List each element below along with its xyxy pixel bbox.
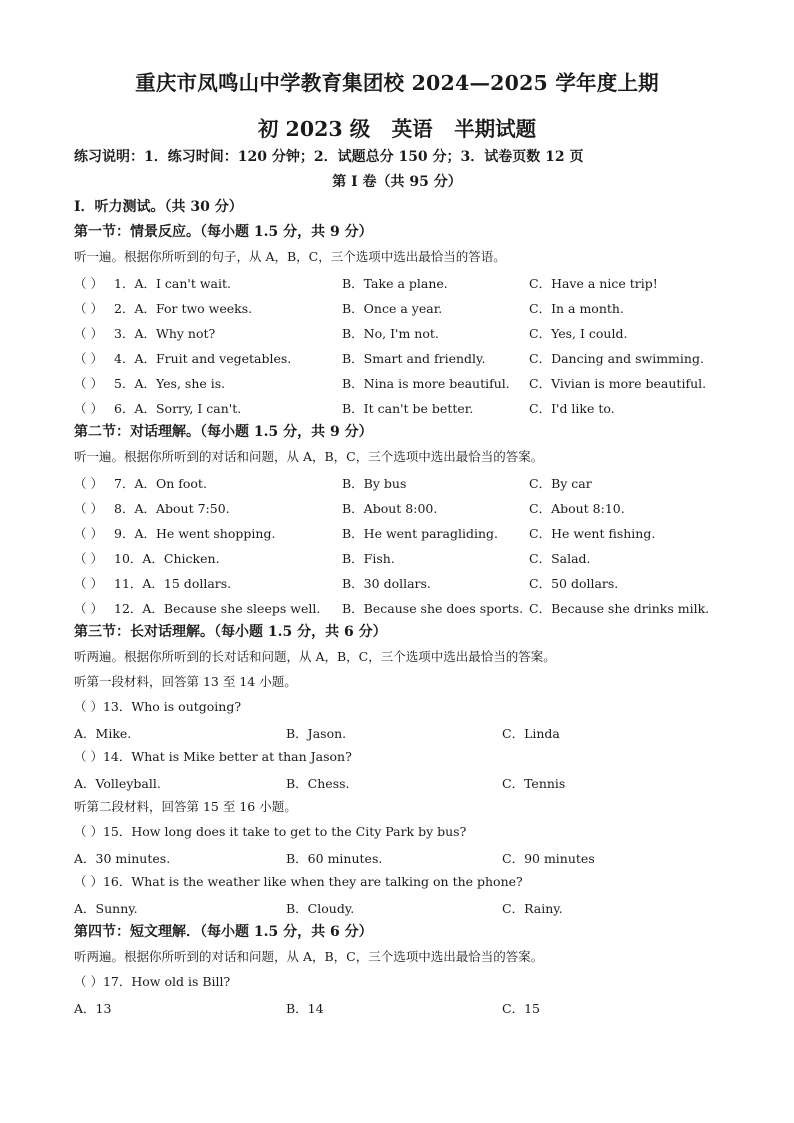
option-c: C．Vivian is more beautiful.: [529, 376, 707, 391]
option-a: 8．A．About 7:50.: [114, 501, 230, 516]
option-c: C．Salad.: [529, 551, 591, 566]
option-a: 12．A．Because she sleeps well.: [114, 601, 321, 616]
option-a: 4．A．Fruit and vegetables.: [114, 351, 292, 366]
question-stem: （ ）14．What is Mike better at than Jason?: [74, 749, 352, 764]
material-note: 听第一段材料，回答第 13 至 14 小题。: [74, 674, 297, 689]
option-c: C．I'd like to.: [529, 401, 615, 416]
option-a: 2．A．For two weeks.: [114, 301, 253, 316]
question-row: [74, 524, 734, 542]
question-row: [74, 399, 734, 417]
option-c: C．Linda: [502, 726, 560, 741]
answer-blank: （ ）: [74, 501, 103, 516]
question-row: [74, 574, 734, 592]
answer-blank: （ ）: [74, 301, 103, 316]
option-c: C．In a month.: [529, 301, 624, 316]
option-b: B．Jason.: [286, 726, 347, 741]
option-a: 6．A．Sorry, I can't.: [114, 401, 242, 416]
option-a: A．Mike.: [74, 726, 132, 741]
question-row: [74, 499, 734, 517]
answer-blank: （ ）: [74, 551, 103, 566]
section2-note: 听一遍。根据你所听到的对话和问题，从 A，B，C，三个选项中选出最恰当的答案。: [74, 449, 544, 464]
option-b: B．30 dollars.: [342, 576, 431, 591]
exam-subtitle: 初 2023 级 英语 半期试题: [257, 117, 537, 141]
answer-blank: （ ）: [74, 376, 103, 391]
instructions: 练习说明：1．练习时间：120 分钟；2．试题总分 150 分；3．试卷页数 12 页: [74, 149, 584, 165]
option-b: B．60 minutes.: [286, 851, 383, 866]
question-row: [74, 274, 734, 292]
option-a: 11．A．15 dollars.: [114, 576, 232, 591]
option-a: 7．A．On foot.: [114, 476, 207, 491]
question-row: [74, 299, 734, 317]
answer-blank: （ ）: [74, 526, 103, 541]
option-a: 10．A．Chicken.: [114, 551, 220, 566]
question-stem: （ ）13．Who is outgoing?: [74, 699, 242, 714]
section2-heading: 第二节：对话理解。（每小题 1.5 分，共 9 分）: [74, 424, 373, 440]
option-a: 1．A．I can't wait.: [114, 276, 231, 291]
answer-blank: （ ）: [74, 326, 103, 341]
question-stem: （ ）15．How long does it take to get to the City Park by bus?: [74, 824, 467, 839]
options-row: [74, 899, 734, 917]
option-b: B．It can't be better.: [342, 401, 474, 416]
question-row: [74, 599, 734, 617]
answer-blank: （ ）: [74, 576, 103, 591]
option-c: C．Tennis: [502, 776, 566, 791]
option-b: B．By bus: [342, 476, 407, 491]
option-b: B．Cloudy.: [286, 901, 355, 916]
option-b: B．He went paragliding.: [342, 526, 499, 541]
option-b: B．No, I'm not.: [342, 326, 439, 341]
answer-blank: （ ）: [74, 476, 103, 491]
answer-blank: （ ）: [74, 401, 103, 416]
question-row: [74, 474, 734, 492]
question-row: [74, 374, 734, 392]
section1-heading: 第一节：情景反应。（每小题 1.5 分，共 9 分）: [74, 224, 373, 240]
options-row: [74, 724, 734, 742]
section3-heading: 第三节：长对话理解。（每小题 1.5 分，共 6 分）: [74, 624, 387, 640]
section3-note: 听两遍。根据你所听到的长对话和问题，从 A，B，C，三个选项中选出最恰当的答案。: [74, 649, 556, 664]
option-c: C．90 minutes: [502, 851, 595, 866]
section1-note: 听一遍。根据你所听到的句子，从 A，B，C，三个选项中选出最恰当的答语。: [74, 249, 506, 264]
section4-note: 听两遍。根据你所听到的对话和问题，从 A，B，C，三个选项中选出最恰当的答案。: [74, 949, 544, 964]
option-c: C．Yes, I could.: [529, 326, 628, 341]
option-a: A．30 minutes.: [74, 851, 171, 866]
option-b: B．Fish.: [342, 551, 395, 566]
option-b: B．Take a plane.: [342, 276, 448, 291]
material-note: 听第二段材料，回答第 15 至 16 小题。: [74, 799, 297, 814]
option-a: 9．A．He went shopping.: [114, 526, 276, 541]
question-row: [74, 349, 734, 367]
option-b: B．Because she does sports.: [342, 601, 524, 616]
answer-blank: （ ）: [74, 601, 103, 616]
option-b: B．Once a year.: [342, 301, 443, 316]
answer-blank: （ ）: [74, 276, 103, 291]
question-row: [74, 549, 734, 567]
options-row: [74, 774, 734, 792]
option-a: A．13: [74, 1001, 112, 1016]
option-c: C．Dancing and swimming.: [529, 351, 704, 366]
option-c: C．50 dollars.: [529, 576, 619, 591]
option-b: B．Nina is more beautiful.: [342, 376, 510, 391]
option-c: C．Rainy.: [502, 901, 563, 916]
option-c: C．15: [502, 1001, 540, 1016]
option-c: C．By car: [529, 476, 592, 491]
option-a: 5．A．Yes, she is.: [114, 376, 226, 391]
exam-title: 重庆市凤鸣山中学教育集团校 2024—2025 学年度上期: [135, 71, 659, 95]
option-c: C．Because she drinks milk.: [529, 601, 710, 616]
option-b: B．Smart and friendly.: [342, 351, 486, 366]
option-c: C．He went fishing.: [529, 526, 656, 541]
question-stem: （ ）17．How old is Bill?: [74, 974, 231, 989]
question-stem: （ ）16．What is the weather like when they are talking on the phone?: [74, 874, 523, 889]
option-a: A．Sunny.: [74, 901, 138, 916]
section4-heading: 第四节：短文理解．（每小题 1.5 分，共 6 分）: [74, 924, 373, 940]
options-row: [74, 849, 734, 867]
option-b: B．About 8:00.: [342, 501, 438, 516]
option-c: C．About 8:10.: [529, 501, 625, 516]
question-row: [74, 324, 734, 342]
option-a: 3．A．Why not?: [114, 326, 216, 341]
option-a: A．Volleyball.: [74, 776, 161, 791]
volume-label: 第 I 卷（共 95 分）: [332, 174, 462, 190]
options-row: [74, 999, 734, 1017]
option-c: C．Have a nice trip!: [529, 276, 658, 291]
part1-heading: I．听力测试。（共 30 分）: [74, 199, 243, 215]
option-b: B．14: [286, 1001, 324, 1016]
answer-blank: （ ）: [74, 351, 103, 366]
option-b: B．Chess.: [286, 776, 350, 791]
